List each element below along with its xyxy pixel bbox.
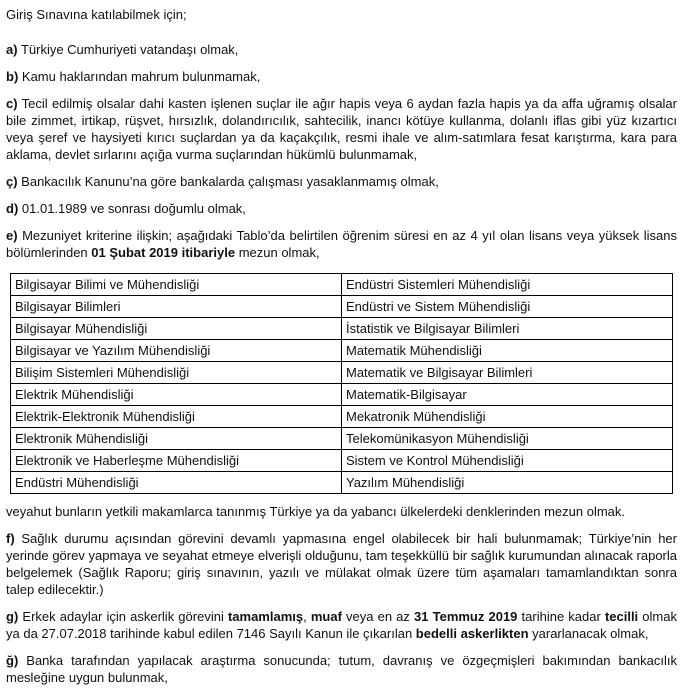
requirement-g-text-3: veya en az xyxy=(341,609,415,624)
requirement-e-text-end: mezun olmak, xyxy=(235,245,320,260)
table-cell: Bilişim Sistemleri Mühendisliği xyxy=(11,362,342,384)
requirement-b xyxy=(6,68,677,85)
requirement-b-text: Kamu haklarından mahrum bulunmamak, xyxy=(18,69,261,84)
requirement-g-breve xyxy=(6,652,677,686)
table-cell: Bilgisayar Bilimi ve Mühendisliği xyxy=(11,274,342,296)
table-row xyxy=(11,340,673,362)
requirement-g-bold-5: bedelli askerlikten xyxy=(415,626,529,641)
requirement-g-text-4: tarihine kadar xyxy=(517,609,605,624)
table-cell: Elektrik Mühendisliği xyxy=(11,384,342,406)
requirement-e-text: Mezuniyet kriterine ilişkin; aşağıdaki Tablo’da belirtilen öğrenim süresi en az 4 yıl olan lisans veya yüksek lisans bölümlerinden xyxy=(6,228,677,260)
requirement-c-cedilla xyxy=(6,173,677,190)
table-cell: Sistem ve Kontrol Mühendisliği xyxy=(342,450,673,472)
requirement-c-marker: c) xyxy=(6,96,18,111)
requirement-f-marker: f) xyxy=(6,531,15,546)
table-cell: Elektronik ve Haberleşme Mühendisliği xyxy=(11,450,342,472)
requirement-e-marker: e) xyxy=(6,228,18,243)
requirement-a-marker: a) xyxy=(6,42,18,57)
requirement-d xyxy=(6,200,677,217)
table-cell: Elektronik Mühendisliği xyxy=(11,428,342,450)
requirement-g xyxy=(6,608,677,642)
table-cell: Telekomünikasyon Mühendisliği xyxy=(342,428,673,450)
table-cell: Endüstri ve Sistem Mühendisliği xyxy=(342,296,673,318)
table-cell: Matematik-Bilgisayar xyxy=(342,384,673,406)
table-cell: Bilgisayar ve Yazılım Mühendisliği xyxy=(11,340,342,362)
requirement-e xyxy=(6,227,677,261)
requirement-g-text-5: olmak ya da 27.07.2018 tarihinde kabul edilen 7146 Sayılı Kanun ile çıkarılan xyxy=(6,609,677,641)
table-cell: Yazılım Mühendisliği xyxy=(342,472,673,494)
table-row xyxy=(11,362,673,384)
requirement-g-breve-text: Banka tarafından yapılacak araştırma sonucunda; tutum, davranış ve özgeçmişleri bakımından bankacılık mesleğine uygun bulunmak, xyxy=(6,653,677,685)
requirement-g-marker: g) xyxy=(6,609,19,624)
table-row xyxy=(11,318,673,340)
requirement-c-text: Tecil edilmiş olsalar dahi kasten işlenen suçlar ile ağır hapis veya 6 aydan fazla hapis ya da affa uğramış olsalar bile zimmet, irtikap, rüşvet, hırsızlık, dolandırıcılık, sahtecilik, inancı kötüye kullanma, dolanlı iflas gibi yüz kızartıcı veya şeref ve haysiyeti kırıcı suçlardan ya da kaçakçılık, resmi ihale ve alım-satımlara fesat karıştırma, kara para aklama, devlet sırlarını açığa vurma suçlarından hükümlü bulunmamak, xyxy=(6,96,677,162)
table-cell: Mekatronik Mühendisliği xyxy=(342,406,673,428)
table-cell: Endüstri Sistemleri Mühendisliği xyxy=(342,274,673,296)
requirement-g-breve-marker: ğ) xyxy=(6,653,19,668)
table-cell: Matematik ve Bilgisayar Bilimleri xyxy=(342,362,673,384)
requirement-g-bold-3: 31 Temmuz 2019 xyxy=(414,609,518,624)
requirement-g-text-1: Erkek adaylar için askerlik görevini xyxy=(18,609,228,624)
table-cell: Endüstri Mühendisliği xyxy=(11,472,342,494)
requirement-e-date: 01 Şubat 2019 itibariyle xyxy=(91,245,236,260)
table-cell: Bilgisayar Bilimleri xyxy=(11,296,342,318)
table-row xyxy=(11,296,673,318)
requirement-a xyxy=(6,41,677,58)
requirement-g-bold-4: tecilli xyxy=(604,609,639,624)
requirement-c-cedilla-marker: ç) xyxy=(6,174,18,189)
requirement-f xyxy=(6,530,677,598)
table-row xyxy=(11,450,673,472)
after-table-text: veyahut bunların yetkili makamlarca tanınmış Türkiye ya da yabancı ülkelerdeki denklerinden mezun olmak. xyxy=(6,504,626,519)
table-cell: İstatistik ve Bilgisayar Bilimleri xyxy=(342,318,673,340)
requirement-f-text: Sağlık durumu açısından görevini devamlı yapmasına engel olabilecek bir hali bulunmamak; Türkiye’nin her yerinde görev yapmaya ve seyahat etmeye elverişli olduğunu, tam teşekküllü bir sağlık kurumundan alınacak raporla belgelemek (Sağlık Raporu; giriş sınavının, yazılı ve mülakat olmak üzere tüm aşamaları tamamlandıktan sonra talep edilecektir.) xyxy=(6,531,677,597)
requirement-g-bold-2: muaf xyxy=(310,609,342,624)
requirement-c-cedilla-text: Bankacılık Kanunu’na göre bankalarda çalışması yasaklanmamış olmak, xyxy=(17,174,439,189)
requirement-d-marker: d) xyxy=(6,201,19,216)
majors-table xyxy=(10,273,673,494)
table-row xyxy=(11,406,673,428)
table-row xyxy=(11,428,673,450)
requirement-g-text-6: yararlanacak olmak, xyxy=(528,626,649,641)
requirement-a-text: Türkiye Cumhuriyeti vatandaşı olmak, xyxy=(17,42,239,57)
table-row xyxy=(11,472,673,494)
requirement-g-text-2: , xyxy=(303,609,311,624)
table-cell: Elektrik-Elektronik Mühendisliği xyxy=(11,406,342,428)
table-row xyxy=(11,274,673,296)
table-cell: Bilgisayar Mühendisliği xyxy=(11,318,342,340)
requirement-d-text: 01.01.1989 ve sonrası doğumlu olmak, xyxy=(18,201,246,216)
table-cell: Matematik Mühendisliği xyxy=(342,340,673,362)
table-row xyxy=(11,384,673,406)
intro-text: Giriş Sınavına katılabilmek için; xyxy=(6,7,187,22)
requirement-b-marker: b) xyxy=(6,69,19,84)
requirement-g-bold-1: tamamlamış xyxy=(227,609,304,624)
majors-table-body xyxy=(11,274,673,494)
requirement-c xyxy=(6,95,677,163)
